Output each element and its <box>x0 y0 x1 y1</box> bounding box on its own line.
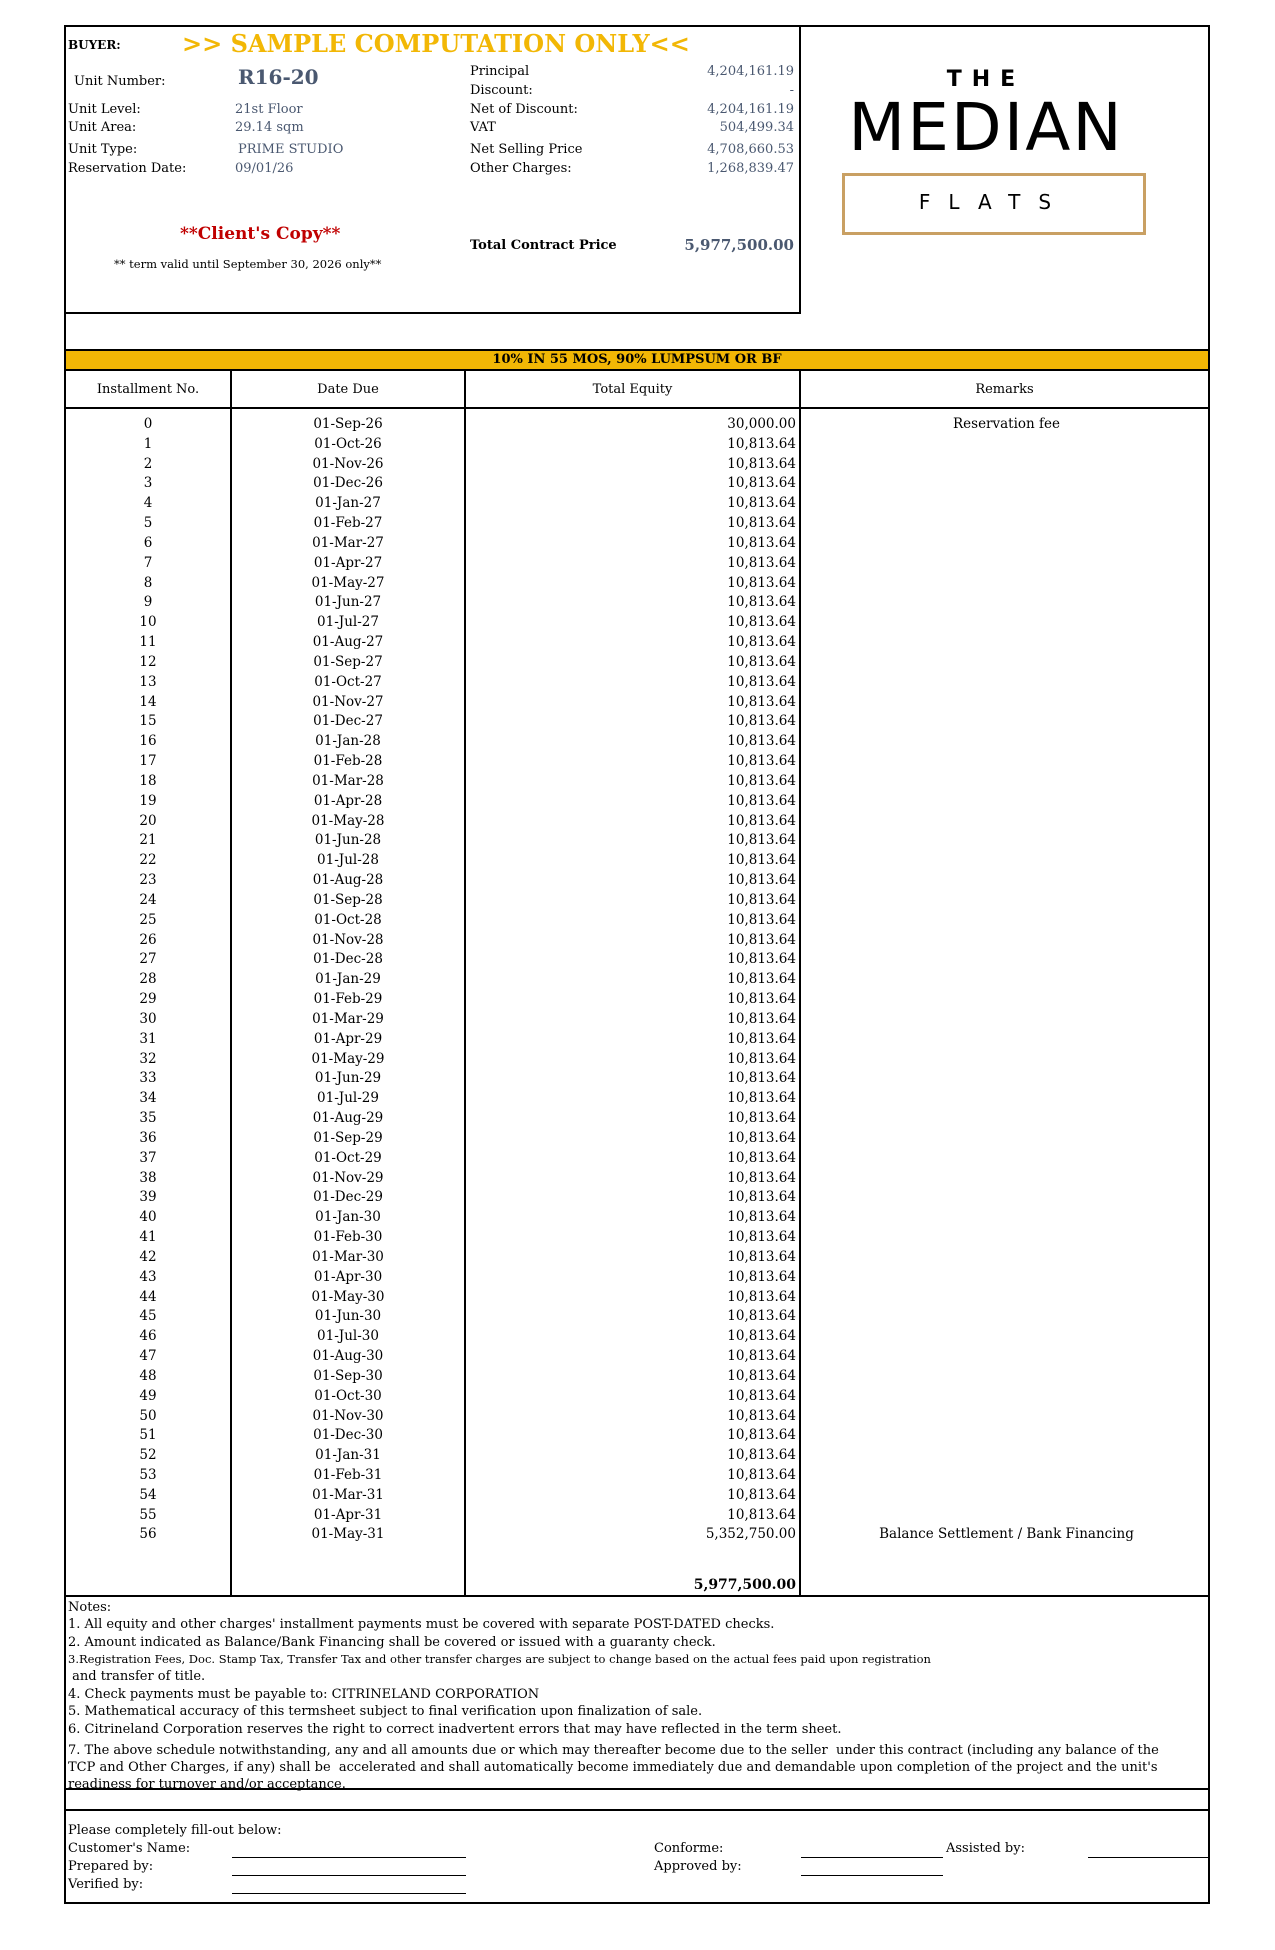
table-row <box>66 495 1208 515</box>
logo-flats-box <box>842 173 1146 235</box>
total-equity-cell: 10,813.64 <box>727 991 796 1008</box>
installment-no-cell: 31 <box>139 1030 157 1047</box>
notes-title: Notes: <box>68 1600 112 1615</box>
installment-no-cell: 33 <box>139 1070 157 1087</box>
installment-no-cell: 26 <box>139 931 157 948</box>
total-equity-cell: 10,813.64 <box>727 1367 796 1384</box>
unit-level-label: Unit Level: <box>68 102 141 117</box>
date-due-cell: 01-Dec-28 <box>313 951 383 968</box>
table-row <box>66 1090 1208 1110</box>
date-due-cell: 01-Nov-27 <box>312 693 384 710</box>
net-of-discount-value: 4,204,161.19 <box>707 102 794 117</box>
installment-no-cell: 24 <box>139 891 157 908</box>
table-row <box>66 416 1208 436</box>
date-due-cell: 01-Apr-27 <box>313 554 383 571</box>
table-row <box>66 813 1208 833</box>
total-equity-cell: 10,813.64 <box>727 1010 796 1027</box>
table-row <box>66 694 1208 714</box>
date-due-cell: 01-Nov-29 <box>312 1169 384 1186</box>
unit-area-value: 29.14 sqm <box>235 120 304 135</box>
table-row <box>66 1070 1208 1090</box>
note-item: 3.Registration Fees, Doc. Stamp Tax, Transfer Tax and other transfer charges are subject to change based on the actual fees paid upon registration <box>68 1652 931 1666</box>
note-item: 4. Check payments must be payable to: CITRINELAND CORPORATION <box>68 1687 540 1702</box>
total-equity-cell: 10,813.64 <box>727 534 796 551</box>
date-due-cell: 01-Jun-29 <box>314 1070 382 1087</box>
total-equity-cell: 10,813.64 <box>727 1149 796 1166</box>
installment-no-cell: 34 <box>139 1090 157 1107</box>
median-flats-logo <box>826 67 1186 267</box>
unit-area-label: Unit Area: <box>68 120 137 135</box>
customer-name-line[interactable] <box>232 1857 466 1858</box>
unit-type-label: Unit Type: <box>68 142 138 157</box>
installment-no-cell: 9 <box>143 594 153 611</box>
sample-computation-banner: >> SAMPLE COMPUTATION ONLY<< <box>182 29 690 58</box>
approved-by-label: Approved by: <box>654 1859 742 1874</box>
date-due-cell: 01-Oct-26 <box>314 435 382 452</box>
table-row <box>66 753 1208 773</box>
installment-no-cell: 13 <box>139 673 157 690</box>
date-due-cell: 01-Oct-27 <box>314 673 382 690</box>
installment-no-cell: 20 <box>139 812 157 829</box>
clients-copy-label: **Client's Copy** <box>180 224 341 244</box>
table-row <box>66 1031 1208 1051</box>
total-equity-cell: 10,813.64 <box>727 1129 796 1146</box>
installment-no-cell: 17 <box>139 753 157 770</box>
table-row <box>66 1507 1208 1527</box>
table-row <box>66 456 1208 476</box>
total-equity-cell: 10,813.64 <box>727 435 796 452</box>
date-due-cell: 01-May-27 <box>311 574 385 591</box>
installment-no-cell: 37 <box>139 1149 157 1166</box>
total-equity-sum: 5,977,500.00 <box>693 1577 796 1593</box>
installment-no-cell: 55 <box>139 1506 157 1523</box>
term-sheet <box>64 25 1210 1904</box>
total-equity-cell: 10,813.64 <box>727 594 796 611</box>
reservation-date-value: 09/01/26 <box>235 161 294 176</box>
date-due-cell: 01-Aug-28 <box>312 872 384 889</box>
total-equity-cell: 10,813.64 <box>727 1268 796 1285</box>
table-row <box>66 793 1208 813</box>
installment-no-cell: 21 <box>139 832 157 849</box>
total-equity-cell: 5,352,750.00 <box>705 1526 796 1543</box>
discount-value: - <box>789 83 794 98</box>
total-equity-cell: 10,813.64 <box>727 693 796 710</box>
date-due-cell: 01-Nov-28 <box>312 931 384 948</box>
table-row <box>66 1467 1208 1487</box>
conforme-label: Conforme: <box>654 1841 724 1856</box>
table-row <box>66 1368 1208 1388</box>
total-equity-cell: 10,813.64 <box>727 872 796 889</box>
table-row <box>66 1150 1208 1170</box>
total-equity-cell: 10,813.64 <box>727 614 796 631</box>
date-due-cell: 01-Apr-31 <box>313 1506 383 1523</box>
total-equity-cell: 10,813.64 <box>727 911 796 928</box>
total-equity-cell: 10,813.64 <box>727 951 796 968</box>
total-equity-cell: 10,813.64 <box>727 891 796 908</box>
note-item: 7. The above schedule notwithstanding, any and all amounts due or which may thereafter become due to the seller under this contract (including any balance of the <box>68 1743 1159 1758</box>
installment-no-cell: 54 <box>139 1486 157 1503</box>
total-equity-cell: 10,813.64 <box>727 455 796 472</box>
table-row <box>66 594 1208 614</box>
table-row <box>66 1487 1208 1507</box>
note-item: TCP and Other Charges, if any) shall be accelerated and shall automatically become immediately due and demandable upon completion of the project and the unit's <box>68 1760 1158 1775</box>
date-due-cell: 01-Mar-30 <box>312 1248 384 1265</box>
date-due-cell: 01-Dec-27 <box>313 713 383 730</box>
net-selling-price-label: Net Selling Price <box>470 142 583 157</box>
installment-no-cell: 0 <box>143 416 153 432</box>
total-equity-cell: 10,813.64 <box>727 1209 796 1226</box>
total-equity-cell: 10,813.64 <box>727 733 796 750</box>
note-item: 6. Citrineland Corporation reserves the right to correct inadvertent errors that may have reflected in the term sheet. <box>68 1722 842 1737</box>
table-row <box>66 1249 1208 1269</box>
total-equity-cell: 10,813.64 <box>727 1110 796 1127</box>
header-remarks: Remarks <box>801 371 1208 409</box>
table-row <box>66 1229 1208 1249</box>
total-equity-cell: 10,813.64 <box>727 852 796 869</box>
table-row <box>66 674 1208 694</box>
installment-no-cell: 47 <box>139 1348 157 1364</box>
date-due-cell: 01-Nov-30 <box>312 1407 384 1424</box>
date-due-cell: 01-Feb-28 <box>313 753 383 770</box>
installment-no-cell: 42 <box>139 1248 157 1265</box>
installment-no-cell: 14 <box>139 693 157 710</box>
total-equity-cell: 10,813.64 <box>727 832 796 849</box>
table-row <box>66 733 1208 753</box>
date-due-cell: 01-Jan-30 <box>315 1209 381 1226</box>
installment-no-cell: 40 <box>139 1209 157 1226</box>
date-due-cell: 01-Apr-28 <box>313 792 383 809</box>
note-item: and transfer of title. <box>68 1669 206 1684</box>
term-valid-note: ** term valid until September 30, 2026 only** <box>114 257 382 271</box>
table-row <box>66 1209 1208 1229</box>
table-row <box>66 436 1208 456</box>
date-due-cell: 01-Sep-28 <box>313 891 383 908</box>
date-due-cell: 01-Jan-27 <box>315 495 381 512</box>
date-due-cell: 01-Oct-30 <box>314 1387 382 1404</box>
installment-no-cell: 8 <box>143 574 153 591</box>
table-row <box>66 1408 1208 1428</box>
total-equity-cell: 10,813.64 <box>727 931 796 948</box>
total-contract-price-label: Total Contract Price <box>470 238 617 253</box>
table-row <box>66 773 1208 793</box>
date-due-cell: 01-May-28 <box>311 812 385 829</box>
unit-number-label: Unit Number: <box>74 74 166 89</box>
date-due-cell: 01-May-30 <box>311 1288 385 1305</box>
installment-no-cell: 39 <box>139 1189 157 1206</box>
assisted-by-line[interactable] <box>1088 1857 1208 1858</box>
installment-no-cell: 36 <box>139 1129 157 1146</box>
note-item: readiness for turnover and/or acceptance. <box>68 1777 346 1792</box>
installment-no-cell: 41 <box>139 1229 157 1246</box>
installment-no-cell: 56 <box>139 1526 157 1543</box>
total-equity-cell: 10,813.64 <box>727 495 796 512</box>
installment-no-cell: 10 <box>139 614 157 631</box>
installment-no-cell: 50 <box>139 1407 157 1424</box>
date-due-cell: 01-Nov-26 <box>312 455 384 472</box>
date-due-cell: 01-Oct-29 <box>314 1149 382 1166</box>
table-row <box>66 1269 1208 1289</box>
total-equity-cell: 10,813.64 <box>727 634 796 651</box>
payment-scheme-banner: 10% IN 55 MOS, 90% LUMPSUM OR BF <box>66 349 1208 371</box>
table-row <box>66 1130 1208 1150</box>
total-equity-cell: 10,813.64 <box>727 1248 796 1265</box>
table-row <box>66 1011 1208 1031</box>
date-due-cell: 01-Jan-28 <box>315 733 381 750</box>
date-due-cell: 01-Apr-30 <box>313 1268 383 1285</box>
prepared-by-label: Prepared by: <box>68 1859 154 1874</box>
date-due-cell: 01-Dec-30 <box>313 1427 383 1444</box>
prepared-by-line[interactable] <box>232 1875 466 1876</box>
installment-no-cell: 43 <box>139 1268 157 1285</box>
total-equity-cell: 10,813.64 <box>727 1288 796 1305</box>
remarks-cell: Balance Settlement / Bank Financing <box>879 1526 1134 1543</box>
header-installment-no: Installment No. <box>66 371 230 409</box>
table-row <box>66 991 1208 1011</box>
table-row <box>66 912 1208 932</box>
installment-no-cell: 27 <box>139 951 157 968</box>
unit-number-value: R16-20 <box>238 65 319 89</box>
installment-no-cell: 19 <box>139 792 157 809</box>
logo-median: MEDIAN <box>848 89 1124 166</box>
total-equity-cell: 10,813.64 <box>727 1050 796 1067</box>
table-row <box>66 654 1208 674</box>
installment-no-cell: 2 <box>143 455 153 472</box>
installment-no-cell: 30 <box>139 1010 157 1027</box>
total-equity-cell: 10,813.64 <box>727 971 796 988</box>
table-row <box>66 1189 1208 1209</box>
installment-no-cell: 11 <box>139 634 157 651</box>
net-of-discount-label: Net of Discount: <box>470 102 578 117</box>
date-due-cell: 01-Aug-30 <box>312 1348 384 1364</box>
date-due-cell: 01-Sep-27 <box>313 653 383 670</box>
total-equity-cell: 10,813.64 <box>727 673 796 690</box>
installment-no-cell: 44 <box>139 1288 157 1305</box>
table-row <box>66 971 1208 991</box>
installment-no-cell: 6 <box>143 534 153 551</box>
total-equity-cell: 10,813.64 <box>727 1308 796 1325</box>
total-equity-cell: 10,813.64 <box>727 574 796 591</box>
table-row <box>66 852 1208 872</box>
date-due-cell: 01-Apr-29 <box>313 1030 383 1047</box>
date-due-cell: 01-Sep-30 <box>313 1367 383 1384</box>
total-equity-cell: 10,813.64 <box>727 753 796 770</box>
total-contract-price-value: 5,977,500.00 <box>684 236 794 254</box>
date-due-cell: 01-Dec-29 <box>313 1189 383 1206</box>
header-total-equity: Total Equity <box>466 371 799 409</box>
total-equity-cell: 10,813.64 <box>727 554 796 571</box>
installment-no-cell: 48 <box>139 1367 157 1384</box>
table-row <box>66 951 1208 971</box>
customer-name-label: Customer's Name: <box>68 1841 191 1856</box>
total-equity-cell: 10,813.64 <box>727 1348 796 1364</box>
total-equity-cell: 30,000.00 <box>727 416 796 432</box>
table-row <box>66 1348 1208 1368</box>
header-date-due: Date Due <box>232 371 464 409</box>
note-item: 5. Mathematical accuracy of this termsheet subject to final verification upon finalization of sale. <box>68 1704 703 1719</box>
installment-no-cell: 1 <box>143 435 153 452</box>
table-row <box>66 515 1208 535</box>
net-selling-price-value: 4,708,660.53 <box>707 142 794 157</box>
installment-no-cell: 22 <box>139 852 157 869</box>
installment-no-cell: 23 <box>139 872 157 889</box>
installment-no-cell: 4 <box>143 495 153 512</box>
discount-label: Discount: <box>470 83 533 98</box>
installment-no-cell: 3 <box>143 475 153 492</box>
date-due-cell: 01-Jan-31 <box>315 1447 381 1464</box>
conforme-line[interactable] <box>801 1857 943 1858</box>
installment-no-cell: 49 <box>139 1387 157 1404</box>
date-due-cell: 01-Dec-26 <box>313 475 383 492</box>
table-row <box>66 892 1208 912</box>
total-equity-cell: 10,813.64 <box>727 1189 796 1206</box>
date-due-cell: 01-Jul-28 <box>317 852 379 869</box>
table-row <box>66 1328 1208 1348</box>
table-row <box>66 713 1208 733</box>
date-due-cell: 01-Mar-27 <box>312 534 384 551</box>
table-row <box>66 1110 1208 1130</box>
installment-no-cell: 25 <box>139 911 157 928</box>
total-equity-cell: 10,813.64 <box>727 1070 796 1087</box>
table-row <box>66 634 1208 654</box>
total-equity-cell: 10,813.64 <box>727 1506 796 1523</box>
total-equity-cell: 10,813.64 <box>727 812 796 829</box>
verified-by-line[interactable] <box>232 1893 466 1894</box>
total-equity-cell: 10,813.64 <box>727 1447 796 1464</box>
installment-no-cell: 28 <box>139 971 157 988</box>
installment-no-cell: 16 <box>139 733 157 750</box>
vat-value: 504,499.34 <box>719 120 794 135</box>
date-due-cell: 01-Feb-29 <box>313 991 383 1008</box>
total-equity-cell: 10,813.64 <box>727 475 796 492</box>
verified-by-label: Verified by: <box>68 1877 144 1892</box>
table-row <box>66 555 1208 575</box>
section-divider <box>66 1809 1208 1811</box>
total-equity-cell: 10,813.64 <box>727 1466 796 1483</box>
table-row <box>66 614 1208 634</box>
table-row <box>66 475 1208 495</box>
total-equity-cell: 10,813.64 <box>727 653 796 670</box>
installment-no-cell: 46 <box>139 1328 157 1345</box>
remarks-cell: Reservation fee <box>952 416 1061 432</box>
unit-type-value: PRIME STUDIO <box>238 142 344 157</box>
total-equity-cell: 10,813.64 <box>727 515 796 532</box>
total-equity-cell: 10,813.64 <box>727 1328 796 1345</box>
total-equity-cell: 10,813.64 <box>727 792 796 809</box>
logo-flats: FLATS <box>918 190 1070 214</box>
date-due-cell: 01-Sep-26 <box>313 416 383 432</box>
date-due-cell: 01-Feb-27 <box>313 515 383 532</box>
note-item: 2. Amount indicated as Balance/Bank Financing shall be covered or issued with a guaranty check. <box>68 1635 716 1650</box>
table-row <box>66 575 1208 595</box>
date-due-cell: 01-Jun-28 <box>314 832 382 849</box>
other-charges-value: 1,268,839.47 <box>707 161 794 176</box>
installment-no-cell: 18 <box>139 772 157 789</box>
date-due-cell: 01-Feb-30 <box>313 1229 383 1246</box>
principal-label: Principal <box>470 64 530 79</box>
table-row <box>66 1308 1208 1328</box>
date-due-cell: 01-Aug-27 <box>312 634 384 651</box>
date-due-cell: 01-Feb-31 <box>313 1466 383 1483</box>
table-row <box>66 832 1208 852</box>
date-due-cell: 01-Mar-31 <box>312 1486 384 1503</box>
installment-no-cell: 12 <box>139 653 157 670</box>
table-row <box>66 932 1208 952</box>
installment-no-cell: 45 <box>139 1308 157 1325</box>
date-due-cell: 01-May-31 <box>311 1526 385 1543</box>
installment-no-cell: 5 <box>143 515 153 532</box>
installment-no-cell: 35 <box>139 1110 157 1127</box>
date-due-cell: 01-Oct-28 <box>314 911 382 928</box>
date-due-cell: 01-Jul-29 <box>317 1090 379 1107</box>
date-due-cell: 01-Sep-29 <box>313 1129 383 1146</box>
buyer-label: BUYER: <box>68 38 121 52</box>
table-row <box>66 1051 1208 1071</box>
installment-no-cell: 38 <box>139 1169 157 1186</box>
date-due-cell: 01-Mar-29 <box>312 1010 384 1027</box>
unit-level-value: 21st Floor <box>235 102 303 117</box>
principal-value: 4,204,161.19 <box>707 64 794 79</box>
installment-no-cell: 51 <box>139 1427 157 1444</box>
total-equity-cell: 10,813.64 <box>727 1486 796 1503</box>
installment-no-cell: 7 <box>143 554 153 571</box>
approved-by-line[interactable] <box>801 1875 943 1876</box>
table-row <box>66 1427 1208 1447</box>
installment-no-cell: 53 <box>139 1466 157 1483</box>
table-row <box>66 1526 1208 1546</box>
total-equity-cell: 10,813.64 <box>727 1229 796 1246</box>
installment-no-cell: 32 <box>139 1050 157 1067</box>
date-due-cell: 01-Jul-30 <box>317 1328 379 1345</box>
total-equity-cell: 10,813.64 <box>727 1427 796 1444</box>
table-row <box>66 1289 1208 1309</box>
header-box <box>66 27 801 314</box>
total-equity-cell: 10,813.64 <box>727 1387 796 1404</box>
assisted-by-label: Assisted by: <box>946 1841 1025 1856</box>
total-equity-cell: 10,813.64 <box>727 1090 796 1107</box>
fill-out-instruction: Please completely fill-out below: <box>68 1823 282 1838</box>
date-due-cell: 01-May-29 <box>311 1050 385 1067</box>
notes-section <box>66 1595 1208 1790</box>
total-equity-cell: 10,813.64 <box>727 1407 796 1424</box>
installment-no-cell: 15 <box>139 713 157 730</box>
installment-no-cell: 29 <box>139 991 157 1008</box>
table-row <box>66 872 1208 892</box>
other-charges-label: Other Charges: <box>470 161 572 176</box>
logo-the: THE <box>946 67 1026 92</box>
table-row <box>66 1170 1208 1190</box>
date-due-cell: 01-Jul-27 <box>317 614 379 631</box>
total-equity-cell: 10,813.64 <box>727 1030 796 1047</box>
table-row <box>66 535 1208 555</box>
total-equity-cell: 10,813.64 <box>727 1169 796 1186</box>
total-equity-cell: 10,813.64 <box>727 713 796 730</box>
total-equity-cell: 10,813.64 <box>727 772 796 789</box>
table-row <box>66 1388 1208 1408</box>
date-due-cell: 01-Mar-28 <box>312 772 384 789</box>
date-due-cell: 01-Aug-29 <box>312 1110 384 1127</box>
reservation-date-label: Reservation Date: <box>68 161 187 176</box>
vat-label: VAT <box>470 120 496 135</box>
date-due-cell: 01-Jun-30 <box>314 1308 382 1325</box>
installment-no-cell: 52 <box>139 1447 157 1464</box>
date-due-cell: 01-Jun-27 <box>314 594 382 611</box>
note-item: 1. All equity and other charges' installment payments must be covered with separate POST-DATED checks. <box>68 1617 775 1632</box>
date-due-cell: 01-Jan-29 <box>315 971 381 988</box>
table-row <box>66 1447 1208 1467</box>
